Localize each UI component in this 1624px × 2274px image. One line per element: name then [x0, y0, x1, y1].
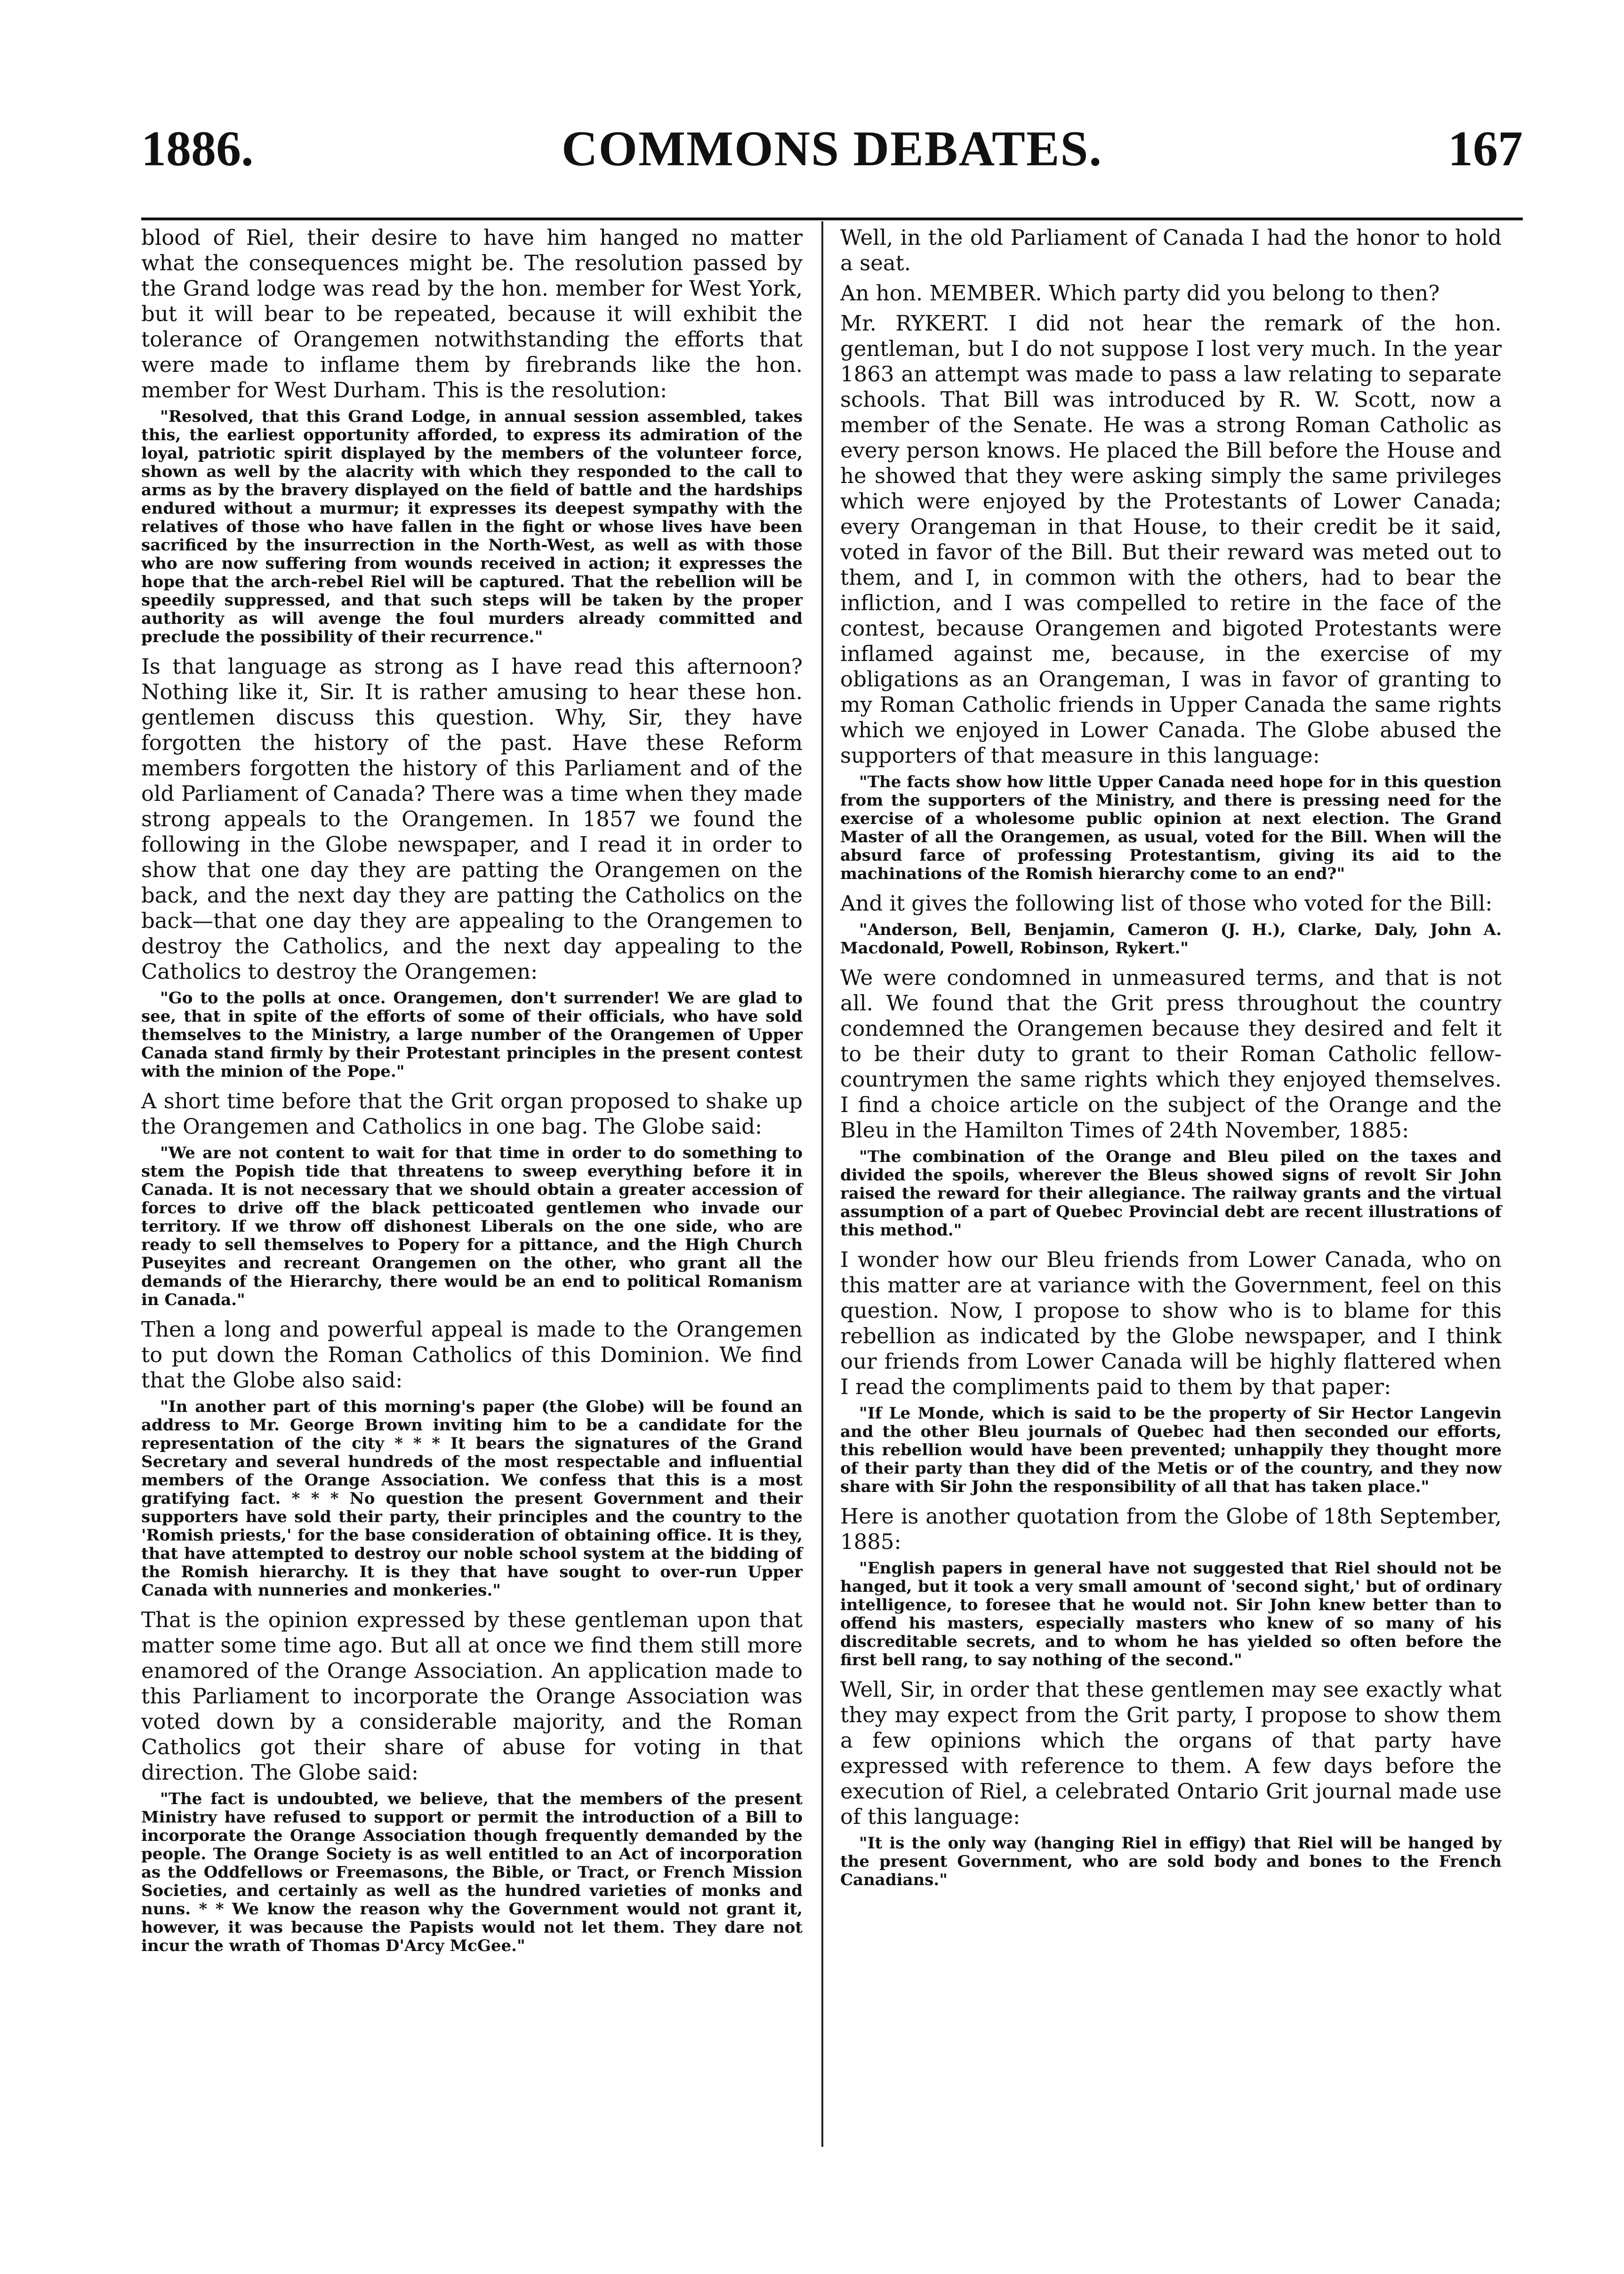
paragraph: blood of Riel, their desire to have him hanged no matter what the consequences might be. The resolution passed by the Grand lodge was read by the hon. member for West York, but it will bear to be repeated, because it will exhibit the tolerance of Orangemen notwithstanding the efforts that were made to inflame them by firebrands like the hon. member for West Durham. This is the resolution: — [141, 225, 803, 403]
quotation: "If Le Monde, which is said to be the property of Sir Hector Langevin and the other Bleu journals of Quebec had then seconded our efforts, this rebellion would have been prevented; unhappily they thought more of their party than they did of the Metis or of the country, and they now share with Sir John the responsibility of all that has taken place." — [840, 1404, 1502, 1496]
paragraph: We were condomned in unmeasured terms, and that is not all. We found that the Grit press throughout the country condemned the Orangemen because they desired and felt it to be their duty to grant to their Roman Catholic fellow-countrymen the same rights which they enjoyed themselves. I find a choice article on the subject of the Orange and the Bleu in the Hamilton Times of 24th November, 1885: — [840, 965, 1502, 1143]
paragraph: Mr. RYKERT. I did not hear the remark of the hon. gentleman, but I do not suppose I lost very much. In the year 1863 an attempt was made to pass a law relating to separate schools. That Bill was introduced by R. W. Scott, now a member of the Senate. He was a strong Roman Catholic as every person knows. He placed the Bill before the House and he showed that they were asking simply the same privileges which were enjoyed by the Protestants of Lower Canada; every Orangeman in that House, to their credit be it said, voted in favor of the Bill. But their reward was meted out to them, and I, in common with the others, had to bear the infliction, and I was compelled to retire in the face of the contest, because Orangemen and bigoted Protestants were inflamed against me, because, in the exercise of my obligations as an Orangeman, I was in favor of granting to my Roman Catholic friends in Upper Canada the same rights which we enjoyed in Lower Canada. The Globe abused the supporters of that measure in this language: — [840, 311, 1502, 768]
paragraph: Then a long and powerful appeal is made to the Orangemen to put down the Roman Catholics of this Dominion. We find that the Globe also said: — [141, 1317, 803, 1393]
paragraph: Here is another quotation from the Globe of 18th September, 1885: — [840, 1504, 1502, 1554]
paragraph: An hon. MEMBER. Which party did you belong to then? — [840, 281, 1440, 306]
paragraph: A short time before that the Grit organ proposed to shake up the Orangemen and Catholics in one bag. The Globe said: — [141, 1089, 803, 1139]
quotation: "Go to the polls at once. Orangemen, don't surrender! We are glad to see, that in spite of the efforts of some of their officials, who have sold themselves to the Ministry, a large number of the Orangemen of Upper Canada stand firmly by their Protestant principles in the present contest with the minion of the Pope." — [141, 989, 803, 1081]
publication-title: COMMONS DEBATES. — [561, 121, 1103, 176]
quotation: "It is the only way (hanging Riel in effigy) that Riel will be hanged by the present Government, who are sold body and bones to the French Canadians." — [840, 1834, 1502, 1889]
quotation: "The combination of the Orange and Bleu piled on the taxes and divided the spoils, wherever the Bleus showed signs of revolt Sir John raised the reward for their allegiance. The railway grants and the virtual assumption of a part of Quebec Provincial debt are recent illustrations of this method." — [840, 1147, 1502, 1240]
paragraph: I wonder how our Bleu friends from Lower Canada, who on this matter are at variance with the Government, feel on this question. Now, I propose to show who is to blame for this rebellion as indicated by the Globe newspaper, and I think our friends from Lower Canada will be highly flattered when I read the compliments paid to them by that paper: — [840, 1247, 1502, 1399]
page-number: 167 — [1448, 121, 1523, 176]
page-header — [141, 120, 1523, 181]
quotation: "English papers in general have not suggested that Riel should not be hanged, but it took a very small amount of 'second sight,' but of ordinary intelligence, to foresee that he would not. Sir John knew better than to offend his masters, especially masters who knew of so many of his discreditable secrets, and to whom he has yielded so often before the first bell rang, to say nothing of the second." — [840, 1559, 1502, 1669]
left-column — [141, 225, 803, 1963]
year-label: 1886. — [141, 121, 254, 176]
quotation: "We are not content to wait for that time in order to do something to stem the Popish tide that threatens to sweep everything before it in Canada. It is not necessary that we should obtain a greater accession of forces to drive off the black petticoated gentlemen who invade our territory. If we throw off dishonest Liberals on the one side, who are ready to sell themselves to Popery for a pittance, and the High Church Puseyites and recreant Orangemen on the other, who grant all the demands of the Hierarchy, there would be an end to political Romanism in Canada." — [141, 1144, 803, 1309]
header-rule — [141, 218, 1523, 220]
paragraph: Is that language as strong as I have read this afternoon? Nothing like it, Sir. It is rather amusing to hear these hon. gentlemen discuss this question. Why, Sir, they have forgotten the history of the past. Have these Reform members forgotten the history of this Parliament and of the old Parliament of Canada? There was a time when they made strong appeals to the Orangemen. In 1857 we found the following in the Globe newspaper, and I read it in order to show that one day they are patting the Orangemen on the back, and the next day they are patting the Catholics on the back—that one day they are appealing to the Orangemen to destroy the Catholics, and the next day appealing to the Catholics to destroy the Orangemen: — [141, 654, 803, 984]
quotation: "The facts show how little Upper Canada need hope for in this question from the supporters of the Ministry, and there is pressing need for the exercise of a wholesome public opinion at next election. The Grand Master of all the Orangemen, as usual, voted for the Bill. When will the absurd farce of professing Protestantism, giving its aid to the machinations of the Romish hierarchy come to an end?" — [840, 773, 1502, 883]
quotation: "Anderson, Bell, Benjamin, Cameron (J. H.), Clarke, Daly, John A. Macdonald, Powell, Robinson, Rykert." — [840, 920, 1502, 958]
paragraph: That is the opinion expressed by these gentleman upon that matter some time ago. But all at once we find them still more enamored of the Orange Association. An application made to this Parliament to incorporate the Orange Association was voted down by a considerable majority, and the Roman Catholics got their share of abuse for voting in that direction. The Globe said: — [141, 1607, 803, 1785]
column-divider — [821, 221, 823, 2147]
quotation: "The fact is undoubted, we believe, that the members of the present Ministry have refused to support or permit the introduction of a Bill to incorporate the Orange Association though frequently demanded by the people. The Orange Society is as well entitled to an Act of incorporation as the Oddfellows or Freemasons, the Bible, or Tract, or French Mission Societies, and certainly as well as the hundred varieties of monks and nuns. * * We know the reason why the Government would not grant it, however, it was because the Papists would not let them. They dare not incur the wrath of Thomas D'Arcy McGee." — [141, 1790, 803, 1955]
quotation: "Resolved, that this Grand Lodge, in annual session assembled, takes this, the earliest opportunity afforded, to express its admiration of the loyal, patriotic spirit displayed by the members of the volunteer force, shown as well by the alacrity with which they responded to the call to arms as by the bravery displayed on the field of battle and the hardships endured without a murmur; it expresses its deepest sympathy with the relatives of those who have fallen in the fight or whose lives have been sacrificed by the insurrection in the North-West, as well as with those who are now suffering from wounds received in action; it expresses the hope that the arch-rebel Riel will be captured. That the rebellion will be speedily suppressed, and that such steps will be taken by the proper authority as will avenge the foul murders already committed and preclude the possibility of their recurrence." — [141, 407, 803, 646]
quotation: "In another part of this morning's paper (the Globe) will be found an address to Mr. George Brown inviting him to be a candidate for the representation of the city * * * It bears the signatures of the Grand Secretary and several hundreds of the most respectable and influential members of the Orange Association. We confess that this is a most gratifying fact. * * * No question the present Government and their supporters have sold their party, their principles and the country to the 'Romish priests,' for the base consideration of obtaining office. It is they, that have attempted to destroy our noble school system at the bidding of the Romish hierarchy. It is they that have sought to over-run Upper Canada with nunneries and monkeries." — [141, 1397, 803, 1600]
right-column — [840, 225, 1502, 1897]
paragraph: Well, in the old Parliament of Canada I had the honor to hold a seat. — [840, 225, 1502, 275]
paragraph: And it gives the following list of those who voted for the Bill: — [840, 891, 1493, 916]
paragraph: Well, Sir, in order that these gentlemen may see exactly what they may expect from the Grit party, I propose to show them a few opinions which the organs of that party have expressed with reference to them. A few days before the execution of Riel, a celebrated Ontario Grit journal made use of this language: — [840, 1677, 1502, 1829]
